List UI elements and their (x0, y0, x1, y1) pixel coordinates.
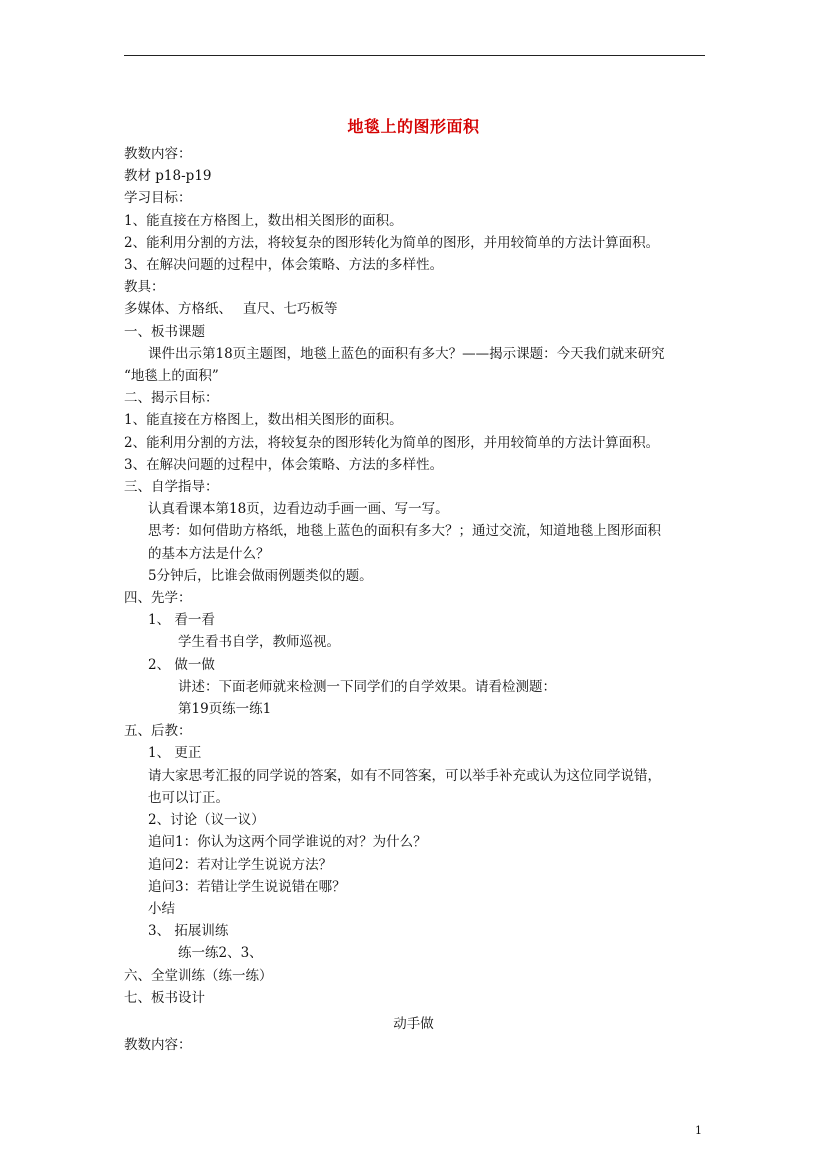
section-sub-line: 教数内容： (124, 1037, 192, 1053)
body-line: 一、板书课题 (124, 323, 205, 340)
body-line: 2、 做一做 (148, 656, 215, 673)
page-number: 1 (695, 1124, 702, 1137)
body-line: 请大家思考汇报的同学说的答案，如有不同答案，可以举手补充或认为这位同学说错， (148, 767, 661, 784)
body-line: 教材 p18-p19 (124, 168, 212, 185)
body-line: 的基本方法是什么？ (148, 545, 270, 562)
body-line: 练一练2、3、 (178, 945, 263, 962)
body-line: 认真看课本第18页，边看边动手画一画、写一写。 (148, 501, 449, 518)
body-line: 教数内容： (124, 146, 192, 162)
body-line: 第19页练一练1 (178, 701, 272, 718)
body-line: 六、全堂训练（练一练） (124, 967, 273, 984)
body-line: 1、能直接在方格图上，数出相关图形的面积。 (124, 212, 403, 229)
body-line: 讲述：下面老师就来检测一下同学们的自学效果。请看检测题： (178, 678, 556, 695)
body-line: 追问1：你认为这两个同学谁说的对？为什么？ (148, 834, 427, 851)
body-line: 追问3：若错让学生说说错在哪？ (148, 878, 346, 895)
body-line: 3、在解决问题的过程中，体会策略、方法的多样性。 (124, 456, 444, 473)
header-rule (124, 55, 705, 56)
body-line: 二、揭示目标： (124, 390, 219, 407)
body-line: 追问2：若对让学生说说方法？ (148, 856, 333, 873)
body-line: 1、能直接在方格图上，数出相关图形的面积。 (124, 412, 403, 429)
body-line: 三、自学指导： (124, 479, 219, 496)
body-line: 1、 更正 (148, 745, 202, 762)
body-line: “地毯上的面积” (124, 368, 219, 385)
body-line: 2、讨论（议一议） (148, 812, 265, 829)
body-line: 2、能利用分割的方法，将较复杂的图形转化为简单的图形，并用较简单的方法计算面积。 (124, 234, 660, 251)
section-subheading: 动手做 (393, 1016, 434, 1032)
body-line: 3、 拓展训练 (148, 923, 229, 940)
body-line: 学生看书自学，教师巡视。 (178, 634, 340, 651)
body-line: 教具： (124, 279, 165, 296)
body-line: 3、在解决问题的过程中，体会策略、方法的多样性。 (124, 257, 444, 274)
body-line: 七、板书设计 (124, 989, 205, 1006)
body-line: 小结 (148, 900, 175, 917)
body-line: 1、 看一看 (148, 612, 215, 629)
document-title: 地毯上的图形面积 (347, 117, 480, 136)
body-line: 也可以订正。 (148, 789, 229, 806)
document-body (124, 143, 709, 1009)
body-line: 2、能利用分割的方法，将较复杂的图形转化为简单的图形，并用较简单的方法计算面积。 (124, 434, 660, 451)
body-line: 五、后教： (124, 723, 192, 740)
body-line: 学习目标： (124, 190, 192, 207)
body-line: 四、先学： (124, 590, 192, 607)
body-line: 多媒体、方格纸、 直尺、七巧板等 (124, 301, 338, 318)
body-line: 5分钟后，比谁会做雨例题类似的题。 (148, 567, 373, 584)
body-line: 思考：如何借助方格纸，地毯上蓝色的面积有多大？；通过交流，知道地毯上图形面积 (148, 523, 661, 540)
body-line: 课件出示第18页主题图，地毯上蓝色的面积有多大？——揭示课题：今天我们就来研究 (148, 345, 665, 362)
